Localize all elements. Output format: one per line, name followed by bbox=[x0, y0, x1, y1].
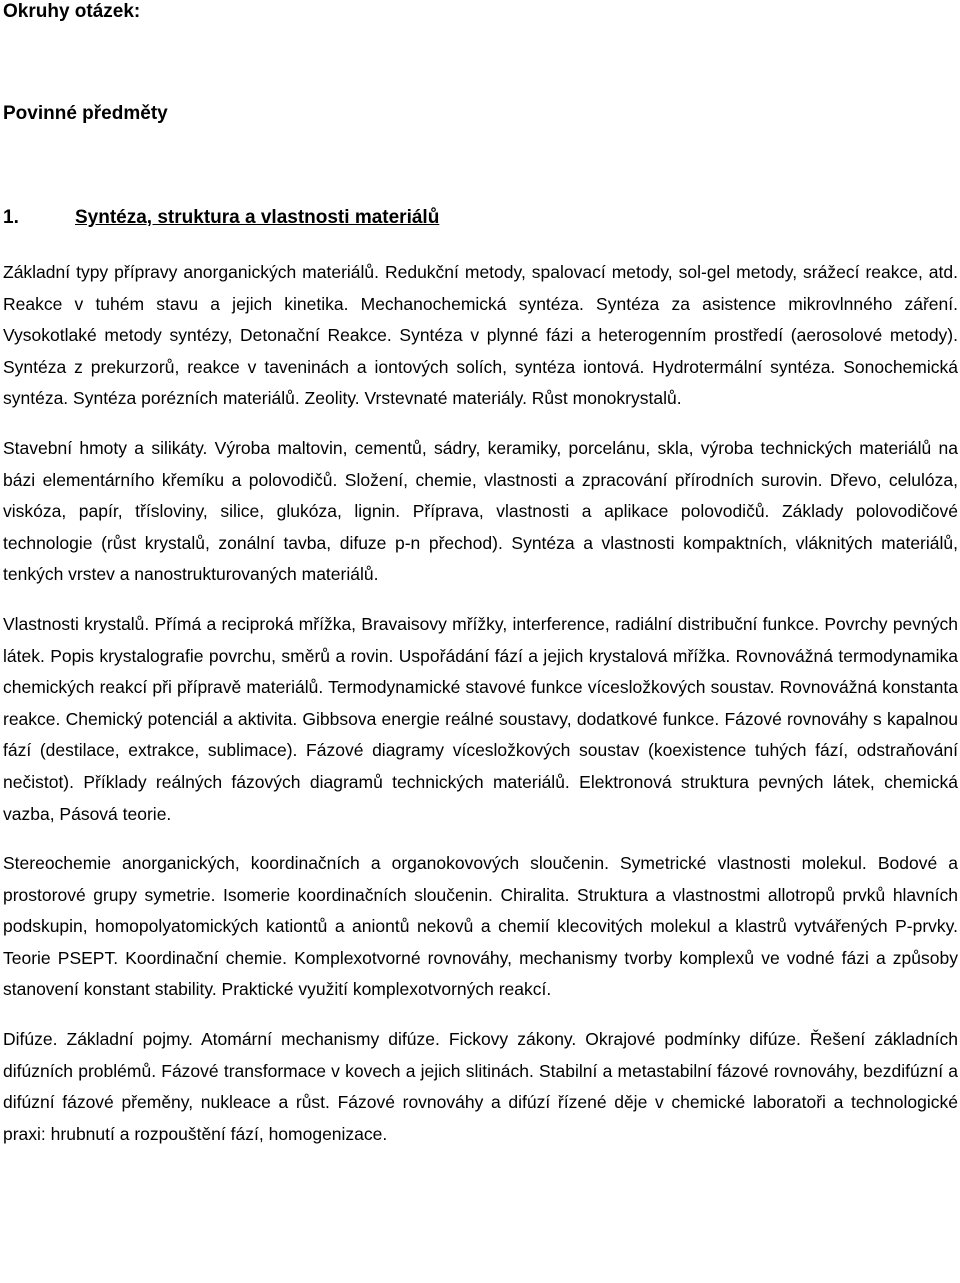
paragraph-crystal-properties: Vlastnosti krystalů. Přímá a reciproká mřížka, Bravaisovy mřížky, interference, radiální distribuční funkce. Povrchy pevných látek. Popis krystalografie povrchu, směrů a rovin. Uspořádání fází a jejich krystalová mřížka. Rovnovážná termodynamika chemických reakcí při přípravě materiálů. Termodynamické stavové funkce vícesložkových soustav. Rovnovážná konstanta reakce. Chemický potenciál a aktivita. Gibbsova energie reálné soustavy, dodatkové funkce. Fázové rovnováhy s kapalnou fází (destilace, extrakce, sublimace). Fázové diagramy vícesložkových soustav (koexistence tuhých fází, odstraňování nečistot). Příklady reálných fázových diagramů technických materiálů. Elektronová struktura pevných látek, chemická vazba, Pásová teorie. bbox=[3, 613, 958, 824]
paragraph-synthesis-types: Základní typy přípravy anorganických materiálů. Redukční metody, spalovací metody, sol-gel metody, srážecí reakce, atd. Reakce v tuhém stavu a jejich kinetika. Mechanochemická syntéza. Syntéza za asistence mikrovlnného záření. Vysokotlaké metody syntézy, Detonační Reakce. Syntéza v plynné fázi a heterogenním prostředí (aerosolové metody). Syntéza z prekurzorů, reakce v taveninách a iontových solích, syntéza iontová. Hydrotermální syntéza. Sonochemická syntéza. Syntéza porézních materiálů. Zeolity. Vrstevnaté materiály. Růst monokrystalů. bbox=[3, 262, 958, 409]
document-subtitle: Povinné předměty bbox=[3, 103, 168, 124]
section-body bbox=[3, 257, 958, 1150]
section-heading bbox=[3, 206, 439, 230]
document-title: Okruhy otázek: bbox=[3, 1, 141, 22]
section-number: 1. bbox=[3, 207, 19, 228]
paragraph-building-materials: Stavební hmoty a silikáty. Výroba maltovin, cementů, sádry, keramiky, porcelánu, skla, výroba technických materiálů na bázi elementárního křemíku a polovodičů. Složení, chemie, vlastnosti a zpracování přírodních surovin. Dřevo, celulóza, viskóza, papír, třísloviny, silice, glukóza, lignin. Příprava, vlastnosti a aplikace polovodičů. Základy polovodičové technologie (růst krystalů, zonální tavba, difuze p-n přechod). Syntéza a vlastnosti kompaktních, vláknitých materiálů, tenkých vrstev a nanostrukturovaných materiálů. bbox=[3, 437, 958, 585]
paragraph-stereochemistry: Stereochemie anorganických, koordinačních a organokovových sloučenin. Symetrické vlastnosti molekul. Bodové a prostorové grupy symetrie. Isomerie koordinačních sloučenin. Chiralita. Struktura a vlastnostmi allotropů prvků hlavních podskupin, homopolyatomických kationtů a aniontů nekovů a chemií klecovitých molekul a klastrů vytvářených P-prvky. Teorie PSEPT. Koordinační chemie. Komplexotvorné rovnováhy, mechanismy tvorby komplexů ve vodné fázi a způsoby stanovení konstant stability. Praktické využití komplexotvorných reakcí. bbox=[3, 853, 958, 1000]
paragraph-diffusion: Difúze. Základní pojmy. Atomární mechanismy difúze. Fickovy zákony. Okrajové podmínky difúze. Řešení základních difúzních problémů. Fázové transformace v kovech a jejich slitinách. Stabilní a metastabilní fázové rovnováhy, bezdifúzní a difúzní fázové přeměny, nukleace a růst. Fázové rovnováhy a difúzí řízené děje v chemické laboratoři a technologické praxi: hrubnutí a rozpouštění fází, homogenizace. bbox=[3, 1029, 958, 1144]
section-title: Syntéza, struktura a vlastnosti materiálů bbox=[75, 207, 440, 228]
